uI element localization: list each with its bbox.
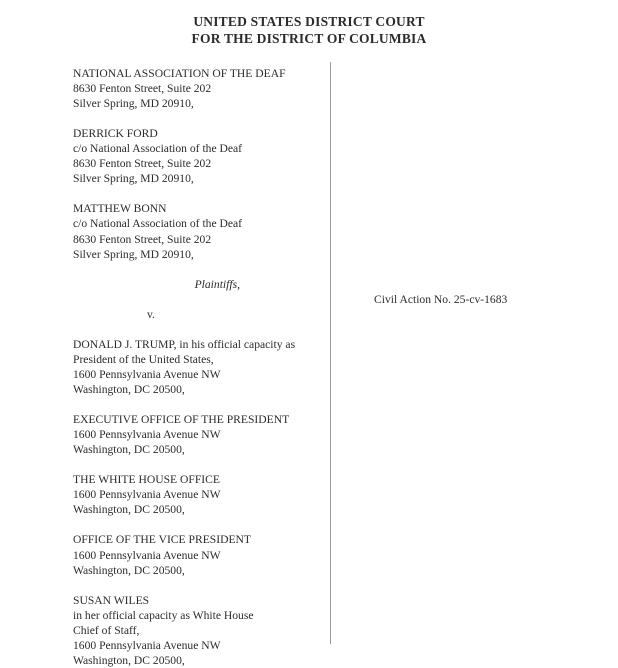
plaintiff-address-line: 8630 Fenton Street, Suite 202 [73, 232, 212, 246]
defendant-name: SUSAN WILES [73, 593, 150, 607]
plaintiff-address-line: c/o National Association of the Deaf [73, 217, 243, 231]
defendant-title-line: President of the United States, [73, 352, 214, 366]
defendant-block-2 [73, 412, 323, 457]
defendant-address-line: Washington, DC 20500, [73, 503, 185, 517]
defendant-address-line: Washington, DC 20500, [73, 443, 185, 457]
plaintiff-name: NATIONAL ASSOCIATION OF THE DEAF [73, 67, 286, 80]
defendant-address-line: Washington, DC 20500, [73, 382, 185, 396]
defendant-address-line: Washington, DC 20500, [73, 563, 185, 577]
case-number-column [374, 292, 507, 307]
defendant-block-4 [73, 532, 323, 577]
caption-parties-column [73, 66, 323, 668]
defendant-address-line: 1600 Pennsylvania Avenue NW [73, 638, 221, 652]
defendant-title-line: in her official capacity as White House [73, 608, 254, 622]
defendant-name: DONALD J. TRUMP, in his official capacity as [73, 337, 296, 351]
defendant-address-line: 1600 Pennsylvania Avenue NW [73, 428, 221, 442]
plaintiff-address-line: c/o National Association of the Deaf [73, 142, 243, 156]
defendant-name: EXECUTIVE OFFICE OF THE PRESIDENT [73, 413, 290, 427]
plaintiff-address-line: Silver Spring, MD 20910, [73, 172, 194, 186]
defendant-address-line: 1600 Pennsylvania Avenue NW [73, 548, 221, 562]
plaintiff-address-line: Silver Spring, MD 20910, [73, 247, 194, 261]
plaintiff-name: MATTHEW BONN [73, 202, 167, 216]
defendant-name: THE WHITE HOUSE OFFICE [73, 473, 220, 487]
defendant-title-line: Chief of Staff, [73, 623, 140, 637]
plaintiff-address-line: Silver Spring, MD 20910, [73, 97, 194, 111]
defendant-block-1 [73, 337, 323, 397]
plaintiffs-role-label: Plaintiffs, [194, 277, 240, 291]
plaintiff-block-1 [73, 66, 323, 111]
plaintiff-address-line: 8630 Fenton Street, Suite 202 [73, 82, 212, 96]
caption-vertical-rule [330, 62, 331, 644]
case-number: Civil Action No. 25-cv-1683 [374, 293, 508, 306]
defendant-block-5 [73, 593, 323, 668]
defendant-address-line: 1600 Pennsylvania Avenue NW [73, 488, 221, 502]
defendant-address-line: 1600 Pennsylvania Avenue NW [73, 367, 221, 381]
plaintiff-name: DERRICK FORD [73, 127, 158, 141]
party-role-block [73, 277, 323, 322]
court-heading [0, 14, 618, 47]
defendant-name: OFFICE OF THE VICE PRESIDENT [73, 533, 252, 547]
versus-label: v. [147, 307, 155, 321]
caption-spacer [73, 292, 323, 307]
plaintiff-block-3 [73, 201, 323, 261]
court-heading-line-2: FOR THE DISTRICT OF COLUMBIA [191, 30, 427, 46]
defendant-address-line: Washington, DC 20500, [73, 653, 185, 667]
plaintiff-block-2 [73, 126, 323, 186]
court-heading-line-1: UNITED STATES DISTRICT COURT [193, 14, 425, 29]
plaintiff-address-line: 8630 Fenton Street, Suite 202 [73, 157, 212, 171]
defendant-block-3 [73, 472, 323, 517]
